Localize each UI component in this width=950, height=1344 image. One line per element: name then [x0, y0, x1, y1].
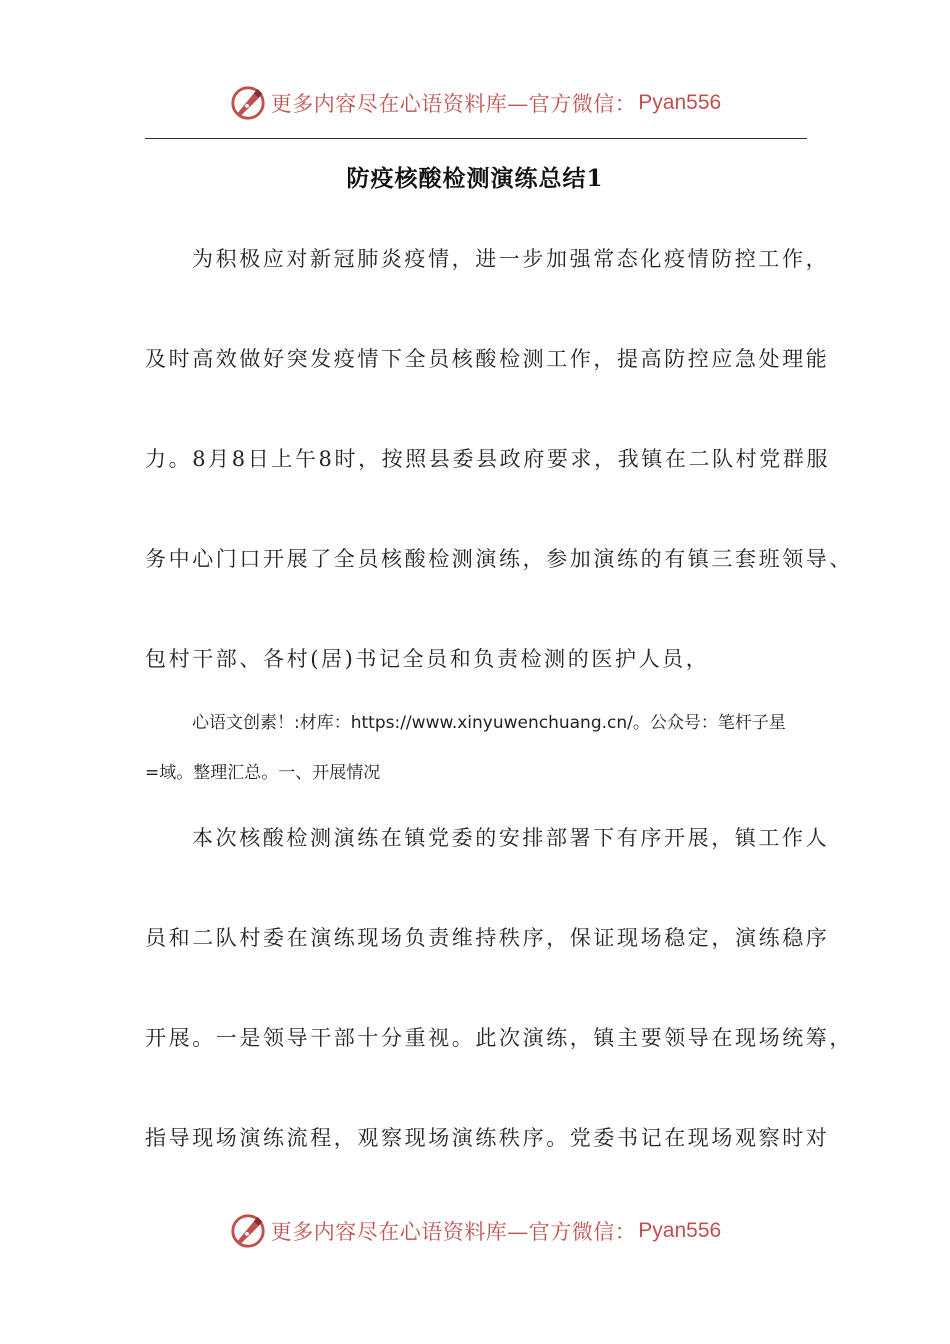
- document-title: 防疫核酸检测演练总结1: [346, 165, 604, 192]
- footer-banner: [0, 1208, 950, 1254]
- banner-text: 更多内容尽在心语资料库—官方微信：: [270, 92, 637, 116]
- header-banner: [0, 80, 950, 126]
- paragraph-line: 力。8月8日上午8时，按照县委县政府要求，我镇在二队村党群服: [145, 447, 831, 471]
- paragraph-line: 务中心门口开展了全员核酸检测演练，参加演练的有镇三套班领导、: [145, 547, 853, 571]
- paragraph-line: 员和二队村委在演练现场负责维持秩序，保证现场稳定，演练稳序: [145, 926, 830, 950]
- banner-wechat-handle: Pyan556: [638, 91, 722, 114]
- paragraph-line: 指导现场演练流程，观察现场演练秩序。党委书记在现场观察时对: [145, 1126, 830, 1150]
- paragraph-line: 开展。一是领导干部十分重视。此次演练，镇主要领导在现场统筹，: [145, 1026, 853, 1050]
- paragraph-line: 及时高效做好突发疫情下全员核酸检测工作，提高防控应急处理能: [145, 347, 830, 371]
- pen-nib-logo-icon: [229, 84, 267, 122]
- paragraph-line: 包村干部、各村(居)书记全员和负责检测的医护人员，: [145, 647, 710, 671]
- banner-wechat-handle: Pyan556: [638, 1219, 722, 1242]
- banner-text: 更多内容尽在心语资料库—官方微信：: [270, 1220, 637, 1244]
- source-note-line: =域。整理汇总。一、开展情况: [145, 763, 381, 783]
- paragraph-line: 为积极应对新冠肺炎疫情，进一步加强常态化疫情防控工作，: [192, 247, 830, 271]
- paragraph-line: 本次核酸检测演练在镇党委的安排部署下有序开展，镇工作人: [192, 826, 830, 850]
- source-note-line: 心语文创素！:材库：https://www.xinyuwenchuang.cn/。公众号：笔杆子星: [192, 713, 786, 733]
- pen-nib-logo-icon: [229, 1212, 267, 1250]
- header-divider: [145, 138, 807, 139]
